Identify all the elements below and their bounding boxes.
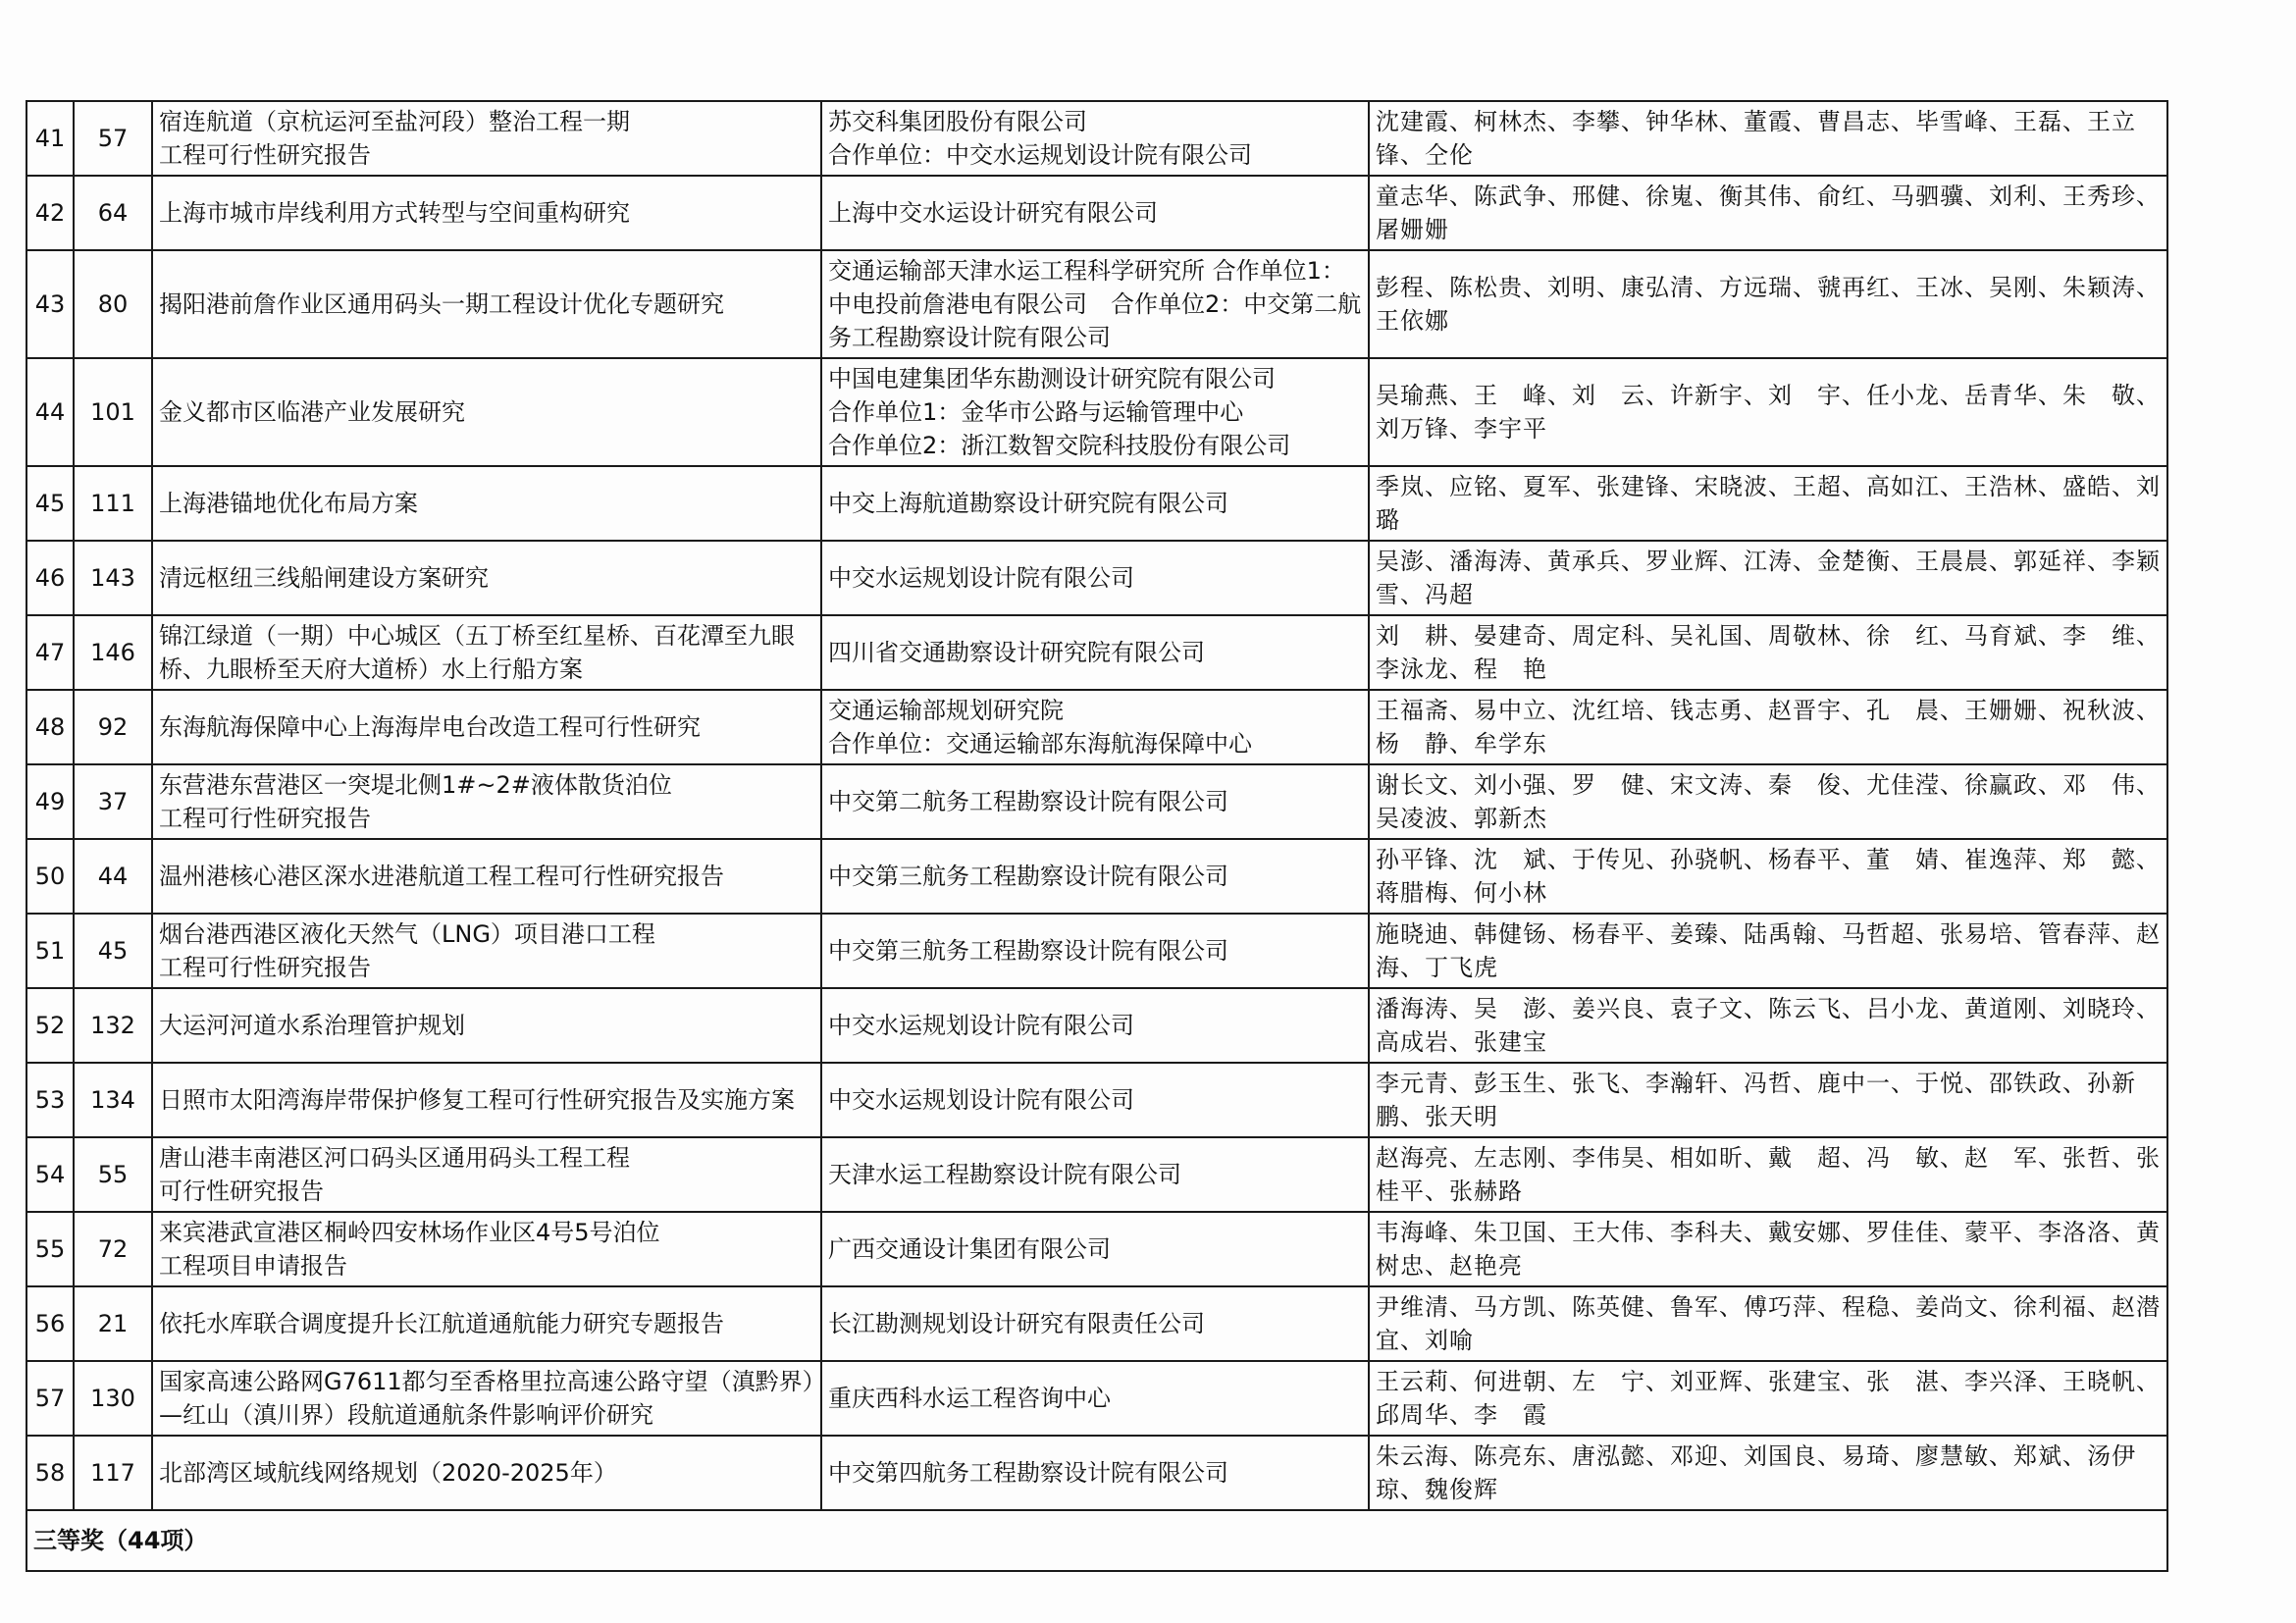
table-row [26,764,2167,839]
table-row [26,1212,2167,1286]
team-members-cell: 彭程、陈松贵、刘明、康弘清、方远瑞、虢再红、王冰、吴刚、朱颖涛、王依娜 [1369,250,2167,358]
team-members-cell: 孙平锋、沈 斌、于传见、孙骁帆、杨春平、董 婧、崔逸萍、郑 懿、蒋腊梅、何小林 [1369,839,2167,914]
row-number-cell: 58 [26,1436,74,1510]
project-title-cell: 上海港锚地优化布局方案 [152,466,821,541]
project-id-cell: 132 [74,988,152,1063]
team-members-cell: 季岚、应铭、夏军、张建锋、宋晓波、王超、高如江、王浩林、盛皓、刘璐 [1369,466,2167,541]
row-number-cell: 56 [26,1286,74,1361]
team-members-cell: 赵海亮、左志刚、李伟昊、相如昕、戴 超、冯 敏、赵 军、张哲、张桂平、张赫路 [1369,1137,2167,1212]
table-row [26,1286,2167,1361]
table-row [26,1063,2167,1137]
table-row [26,1137,2167,1212]
table-row [26,250,2167,358]
project-id-cell: 111 [74,466,152,541]
row-number-cell: 53 [26,1063,74,1137]
row-number-cell: 45 [26,466,74,541]
row-number-cell: 50 [26,839,74,914]
project-title-cell: 东海航海保障中心上海海岸电台改造工程可行性研究 [152,690,821,764]
project-title-cell: 来宾港武宣港区桐岭四安林场作业区4号5号泊位 工程项目申请报告 [152,1212,821,1286]
project-id-cell: 72 [74,1212,152,1286]
organization-cell: 中交第三航务工程勘察设计院有限公司 [821,839,1369,914]
project-id-cell: 44 [74,839,152,914]
row-number-cell: 41 [26,101,74,176]
organization-cell: 交通运输部规划研究院 合作单位：交通运输部东海航海保障中心 [821,690,1369,764]
team-members-cell: 吴澎、潘海涛、黄承兵、罗业辉、江涛、金楚衡、王晨晨、郭延祥、李颖雪、冯超 [1369,541,2167,615]
project-id-cell: 37 [74,764,152,839]
organization-cell: 天津水运工程勘察设计院有限公司 [821,1137,1369,1212]
organization-cell: 中交水运规划设计院有限公司 [821,1063,1369,1137]
organization-cell: 四川省交通勘察设计研究院有限公司 [821,615,1369,690]
organization-cell: 中交第四航务工程勘察设计院有限公司 [821,1436,1369,1510]
table-row [26,1361,2167,1436]
row-number-cell: 46 [26,541,74,615]
project-id-cell: 55 [74,1137,152,1212]
table-row [26,839,2167,914]
row-number-cell: 51 [26,914,74,988]
organization-cell: 中国电建集团华东勘测设计研究院有限公司 合作单位1：金华市公路与运输管理中心 合作单位2：浙江数智交院科技股份有限公司 [821,358,1369,466]
project-id-cell: 146 [74,615,152,690]
team-members-cell: 刘 耕、晏建奇、周定科、吴礼国、周敬林、徐 红、马育斌、李 维、李泳龙、程 艳 [1369,615,2167,690]
team-members-cell: 韦海峰、朱卫国、王大伟、李科夫、戴安娜、罗佳佳、蒙平、李洛洛、黄树忠、赵艳亮 [1369,1212,2167,1286]
team-members-cell: 谢长文、刘小强、罗 健、宋文涛、秦 俊、尤佳滢、徐赢政、邓 伟、吴凌波、郭新杰 [1369,764,2167,839]
organization-cell: 交通运输部天津水运工程科学研究所 合作单位1：中电投前詹港电有限公司 合作单位2：中交第二航务工程勘察设计院有限公司 [821,250,1369,358]
project-id-cell: 57 [74,101,152,176]
project-title-cell: 金义都市区临港产业发展研究 [152,358,821,466]
organization-cell: 长江勘测规划设计研究有限责任公司 [821,1286,1369,1361]
project-id-cell: 143 [74,541,152,615]
row-number-cell: 55 [26,1212,74,1286]
award-table-body [26,101,2167,1510]
team-members-cell: 王云莉、何进朝、左 宁、刘亚辉、张建宝、张 湛、李兴泽、王晓帆、邱周华、李 霞 [1369,1361,2167,1436]
project-title-cell: 锦江绿道（一期）中心城区（五丁桥至红星桥、百花潭至九眼桥、九眼桥至天府大道桥）水上行船方案 [152,615,821,690]
team-members-cell: 童志华、陈武争、邢健、徐嵬、衡其伟、俞红、马驷骥、刘利、王秀珍、屠姗姗 [1369,176,2167,250]
table-row [26,101,2167,176]
project-title-cell: 大运河河道水系治理管护规划 [152,988,821,1063]
project-title-cell: 依托水库联合调度提升长江航道通航能力研究专题报告 [152,1286,821,1361]
project-title-cell: 北部湾区域航线网络规划（2020-2025年） [152,1436,821,1510]
third-prize-heading: 三等奖（44项） [26,1510,2167,1571]
row-number-cell: 57 [26,1361,74,1436]
row-number-cell: 54 [26,1137,74,1212]
project-id-cell: 134 [74,1063,152,1137]
table-row [26,914,2167,988]
organization-cell: 广西交通设计集团有限公司 [821,1212,1369,1286]
project-title-cell: 唐山港丰南港区河口码头区通用码头工程工程 可行性研究报告 [152,1137,821,1212]
row-number-cell: 43 [26,250,74,358]
footer-row [26,1510,2167,1571]
organization-cell: 中交第二航务工程勘察设计院有限公司 [821,764,1369,839]
table-row [26,466,2167,541]
organization-cell: 中交第三航务工程勘察设计院有限公司 [821,914,1369,988]
table-row [26,1436,2167,1510]
organization-cell: 中交上海航道勘察设计研究院有限公司 [821,466,1369,541]
organization-cell: 中交水运规划设计院有限公司 [821,541,1369,615]
project-id-cell: 117 [74,1436,152,1510]
team-members-cell: 潘海涛、吴 澎、姜兴良、袁子文、陈云飞、吕小龙、黄道刚、刘晓玲、高成岩、张建宝 [1369,988,2167,1063]
table-row [26,615,2167,690]
project-id-cell: 92 [74,690,152,764]
team-members-cell: 沈建霞、柯林杰、李攀、钟华林、董霞、曹昌志、毕雪峰、王磊、王立锋、仝伦 [1369,101,2167,176]
team-members-cell: 朱云海、陈亮东、唐泓懿、邓迎、刘国良、易琦、廖慧敏、郑斌、汤伊琼、魏俊辉 [1369,1436,2167,1510]
project-title-cell: 东营港东营港区一突堤北侧1#~2#液体散货泊位 工程可行性研究报告 [152,764,821,839]
table-row [26,988,2167,1063]
team-members-cell: 李元青、彭玉生、张飞、李瀚轩、冯哲、鹿中一、于悦、邵铁政、孙新鹏、张天明 [1369,1063,2167,1137]
project-title-cell: 国家高速公路网G7611都匀至香格里拉高速公路守望（滇黔界）—红山（滇川界）段航道通航条件影响评价研究 [152,1361,821,1436]
table-row [26,358,2167,466]
project-title-cell: 温州港核心港区深水进港航道工程工程可行性研究报告 [152,839,821,914]
row-number-cell: 44 [26,358,74,466]
row-number-cell: 47 [26,615,74,690]
table-row [26,690,2167,764]
team-members-cell: 王福斋、易中立、沈红培、钱志勇、赵晋宇、孔 晨、王姗姗、祝秋波、杨 静、牟学东 [1369,690,2167,764]
project-title-cell: 上海市城市岸线利用方式转型与空间重构研究 [152,176,821,250]
award-table [26,100,2168,1572]
row-number-cell: 48 [26,690,74,764]
team-members-cell: 施晓迪、韩健钖、杨春平、姜臻、陆禹翰、马哲超、张易培、管春萍、赵海、丁飞虎 [1369,914,2167,988]
organization-cell: 中交水运规划设计院有限公司 [821,988,1369,1063]
project-title-cell: 宿连航道（京杭运河至盐河段）整治工程一期 工程可行性研究报告 [152,101,821,176]
row-number-cell: 52 [26,988,74,1063]
project-id-cell: 80 [74,250,152,358]
organization-cell: 重庆西科水运工程咨询中心 [821,1361,1369,1436]
row-number-cell: 42 [26,176,74,250]
project-id-cell: 64 [74,176,152,250]
organization-cell: 上海中交水运设计研究有限公司 [821,176,1369,250]
project-title-cell: 清远枢纽三线船闸建设方案研究 [152,541,821,615]
project-title-cell: 日照市太阳湾海岸带保护修复工程可行性研究报告及实施方案 [152,1063,821,1137]
project-title-cell: 揭阳港前詹作业区通用码头一期工程设计优化专题研究 [152,250,821,358]
row-number-cell: 49 [26,764,74,839]
organization-cell: 苏交科集团股份有限公司 合作单位：中交水运规划设计院有限公司 [821,101,1369,176]
team-members-cell: 吴瑜燕、王 峰、刘 云、许新宇、刘 宇、任小龙、岳青华、朱 敬、刘万锋、李宇平 [1369,358,2167,466]
project-id-cell: 130 [74,1361,152,1436]
project-id-cell: 21 [74,1286,152,1361]
table-row [26,176,2167,250]
project-id-cell: 101 [74,358,152,466]
team-members-cell: 尹维清、马方凯、陈英健、鲁军、傅巧萍、程稳、姜尚文、徐利福、赵潜宜、刘喻 [1369,1286,2167,1361]
project-title-cell: 烟台港西港区液化天然气（LNG）项目港口工程 工程可行性研究报告 [152,914,821,988]
project-id-cell: 45 [74,914,152,988]
table-row [26,541,2167,615]
